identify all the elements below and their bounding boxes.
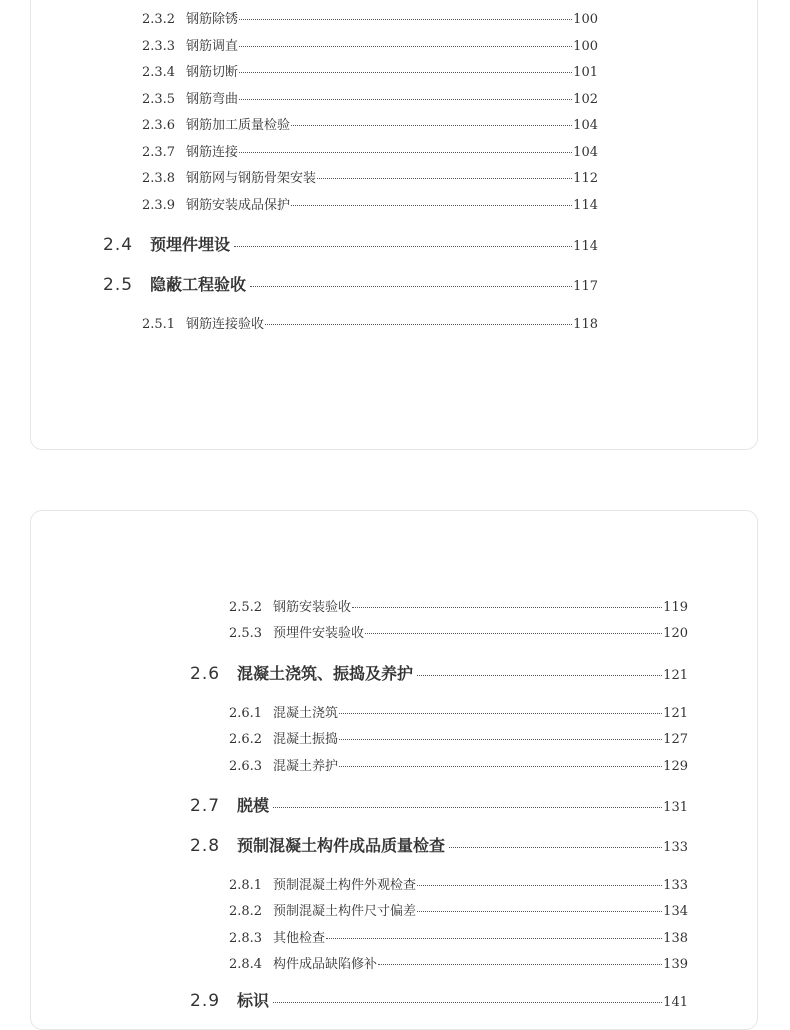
toc-entry-title: 钢筋安装成品保护 <box>186 198 291 213</box>
toc-entry-page: 119 <box>663 600 688 615</box>
toc-entry-title: 混凝土振捣 <box>273 732 339 747</box>
toc-entry-2-3-8[interactable] <box>142 167 598 187</box>
toc-entry-2-5-3[interactable] <box>229 622 688 642</box>
toc-section-number: 2.8 <box>190 836 221 856</box>
toc-entry-title: 预制混凝土构件外观检查 <box>273 878 417 893</box>
toc-entry-page: 133 <box>663 878 688 893</box>
toc-entry-page: 138 <box>663 931 688 946</box>
toc-entry-page: 127 <box>663 732 688 747</box>
dot-leader <box>239 72 572 73</box>
toc-entry-2-8-1[interactable] <box>229 874 688 894</box>
toc-entry-page: 118 <box>573 317 598 332</box>
toc-entry-number: 2.3.9 <box>142 198 176 213</box>
dot-leader <box>239 19 572 20</box>
toc-entry-page: 104 <box>573 145 598 160</box>
toc-entry-title: 钢筋网与钢筋骨架安装 <box>186 171 317 186</box>
dot-leader <box>339 713 662 714</box>
toc-entry-number: 2.8.1 <box>229 878 263 893</box>
dot-leader <box>239 152 572 153</box>
toc-entry-page: 121 <box>663 706 688 721</box>
toc-entry-title: 钢筋切断 <box>186 65 239 80</box>
dot-leader <box>417 675 662 676</box>
toc-entry-title: 混凝土浇筑 <box>273 706 339 721</box>
dot-leader <box>339 739 662 740</box>
toc-entry-page: 101 <box>573 65 598 80</box>
toc-entry-title: 钢筋加工质量检验 <box>186 118 291 133</box>
dot-leader <box>291 125 572 126</box>
toc-entry-title: 其他检查 <box>273 931 326 946</box>
toc-section-page: 141 <box>663 995 688 1010</box>
toc-section-2-9[interactable] <box>190 988 688 1012</box>
dot-leader <box>365 633 662 634</box>
toc-entry-number: 2.8.2 <box>229 904 263 919</box>
dot-leader <box>352 607 662 608</box>
toc-entry-2-3-5[interactable] <box>142 88 598 108</box>
toc-section-2-8[interactable] <box>190 833 688 857</box>
toc-entry-page: 129 <box>663 759 688 774</box>
toc-entry-number: 2.3.8 <box>142 171 176 186</box>
toc-entry-title: 钢筋安装验收 <box>273 600 352 615</box>
toc-entry-2-5-2[interactable] <box>229 596 688 616</box>
toc-entry-number: 2.5.3 <box>229 626 263 641</box>
toc-entry-title: 钢筋连接验收 <box>186 317 265 332</box>
toc-entry-title: 钢筋除锈 <box>186 12 239 27</box>
dot-leader <box>449 847 662 848</box>
toc-section-title: 隐蔽工程验收 <box>150 275 247 294</box>
toc-entry-page: 104 <box>573 118 598 133</box>
toc-section-2-6[interactable] <box>190 661 688 685</box>
toc-section-number: 2.4 <box>103 235 134 255</box>
toc-entry-2-3-2[interactable] <box>142 8 598 28</box>
toc-entry-page: 139 <box>663 957 688 972</box>
toc-entry-2-6-3[interactable] <box>229 755 688 775</box>
toc-entry-page: 102 <box>573 92 598 107</box>
toc-section-number: 2.5 <box>103 275 134 295</box>
toc-section-page: 131 <box>663 800 688 815</box>
dot-leader <box>417 885 662 886</box>
toc-entry-2-5-1[interactable] <box>142 313 598 333</box>
toc-entry-number: 2.6.1 <box>229 706 263 721</box>
dot-leader <box>417 911 662 912</box>
toc-entry-number: 2.5.2 <box>229 600 263 615</box>
toc-section-title: 预制混凝土构件成品质量检查 <box>237 836 446 855</box>
toc-section-page: 121 <box>663 668 688 683</box>
toc-entry-2-3-4[interactable] <box>142 61 598 81</box>
dot-leader <box>234 246 572 247</box>
toc-section-page: 133 <box>663 840 688 855</box>
toc-entry-title: 钢筋弯曲 <box>186 92 239 107</box>
toc-entry-page: 134 <box>663 904 688 919</box>
toc-entry-2-3-3[interactable] <box>142 35 598 55</box>
toc-section-2-5[interactable] <box>103 272 598 296</box>
toc-section-2-7[interactable] <box>190 793 688 817</box>
toc-entry-page: 114 <box>573 198 598 213</box>
toc-entry-2-6-2[interactable] <box>229 728 688 748</box>
toc-section-title: 预埋件埋设 <box>150 235 231 254</box>
toc-entry-number: 2.6.3 <box>229 759 263 774</box>
toc-entry-title: 预制混凝土构件尺寸偏差 <box>273 904 417 919</box>
toc-entry-2-3-7[interactable] <box>142 141 598 161</box>
toc-entry-title: 钢筋调直 <box>186 39 239 54</box>
toc-section-number: 2.6 <box>190 664 221 684</box>
dot-leader <box>317 178 572 179</box>
toc-entry-title: 钢筋连接 <box>186 145 239 160</box>
toc-entry-page: 100 <box>573 39 598 54</box>
toc-entry-2-8-2[interactable] <box>229 900 688 920</box>
toc-section-page: 114 <box>573 239 598 254</box>
toc-entry-title: 构件成品缺陷修补 <box>273 957 378 972</box>
dot-leader <box>273 1002 662 1003</box>
toc-section-title: 脱模 <box>237 796 270 815</box>
dot-leader <box>291 205 572 206</box>
toc-entry-number: 2.3.2 <box>142 12 176 27</box>
toc-entry-number: 2.8.4 <box>229 957 263 972</box>
toc-entry-number: 2.6.2 <box>229 732 263 747</box>
toc-entry-2-8-4[interactable] <box>229 953 688 973</box>
dot-leader <box>378 964 662 965</box>
dot-leader <box>265 324 572 325</box>
toc-entry-number: 2.3.4 <box>142 65 176 80</box>
dot-leader <box>273 807 662 808</box>
toc-entry-number: 2.8.3 <box>229 931 263 946</box>
toc-entry-2-3-6[interactable] <box>142 114 598 134</box>
toc-entry-number: 2.3.3 <box>142 39 176 54</box>
toc-section-number: 2.7 <box>190 796 221 816</box>
dot-leader <box>339 766 662 767</box>
toc-section-title: 混凝土浇筑、振捣及养护 <box>237 664 414 683</box>
toc-section-number: 2.9 <box>190 991 221 1011</box>
toc-entry-number: 2.3.5 <box>142 92 176 107</box>
toc-section-title: 标识 <box>237 991 270 1010</box>
toc-entry-2-6-1[interactable] <box>229 702 688 722</box>
toc-entry-title: 混凝土养护 <box>273 759 339 774</box>
toc-section-page: 117 <box>573 279 598 294</box>
toc-entry-page: 100 <box>573 12 598 27</box>
toc-entry-number: 2.5.1 <box>142 317 176 332</box>
toc-entry-title: 预埋件安装验收 <box>273 626 365 641</box>
toc-entry-page: 112 <box>573 171 598 186</box>
toc-section-2-4[interactable] <box>103 232 598 256</box>
toc-entry-page: 120 <box>663 626 688 641</box>
dot-leader <box>326 938 662 939</box>
toc-entry-number: 2.3.6 <box>142 118 176 133</box>
toc-entry-number: 2.3.7 <box>142 145 176 160</box>
dot-leader <box>239 46 572 47</box>
toc-entry-2-8-3[interactable] <box>229 927 688 947</box>
dot-leader <box>250 286 572 287</box>
dot-leader <box>239 99 572 100</box>
toc-entry-2-3-9[interactable] <box>142 194 598 214</box>
